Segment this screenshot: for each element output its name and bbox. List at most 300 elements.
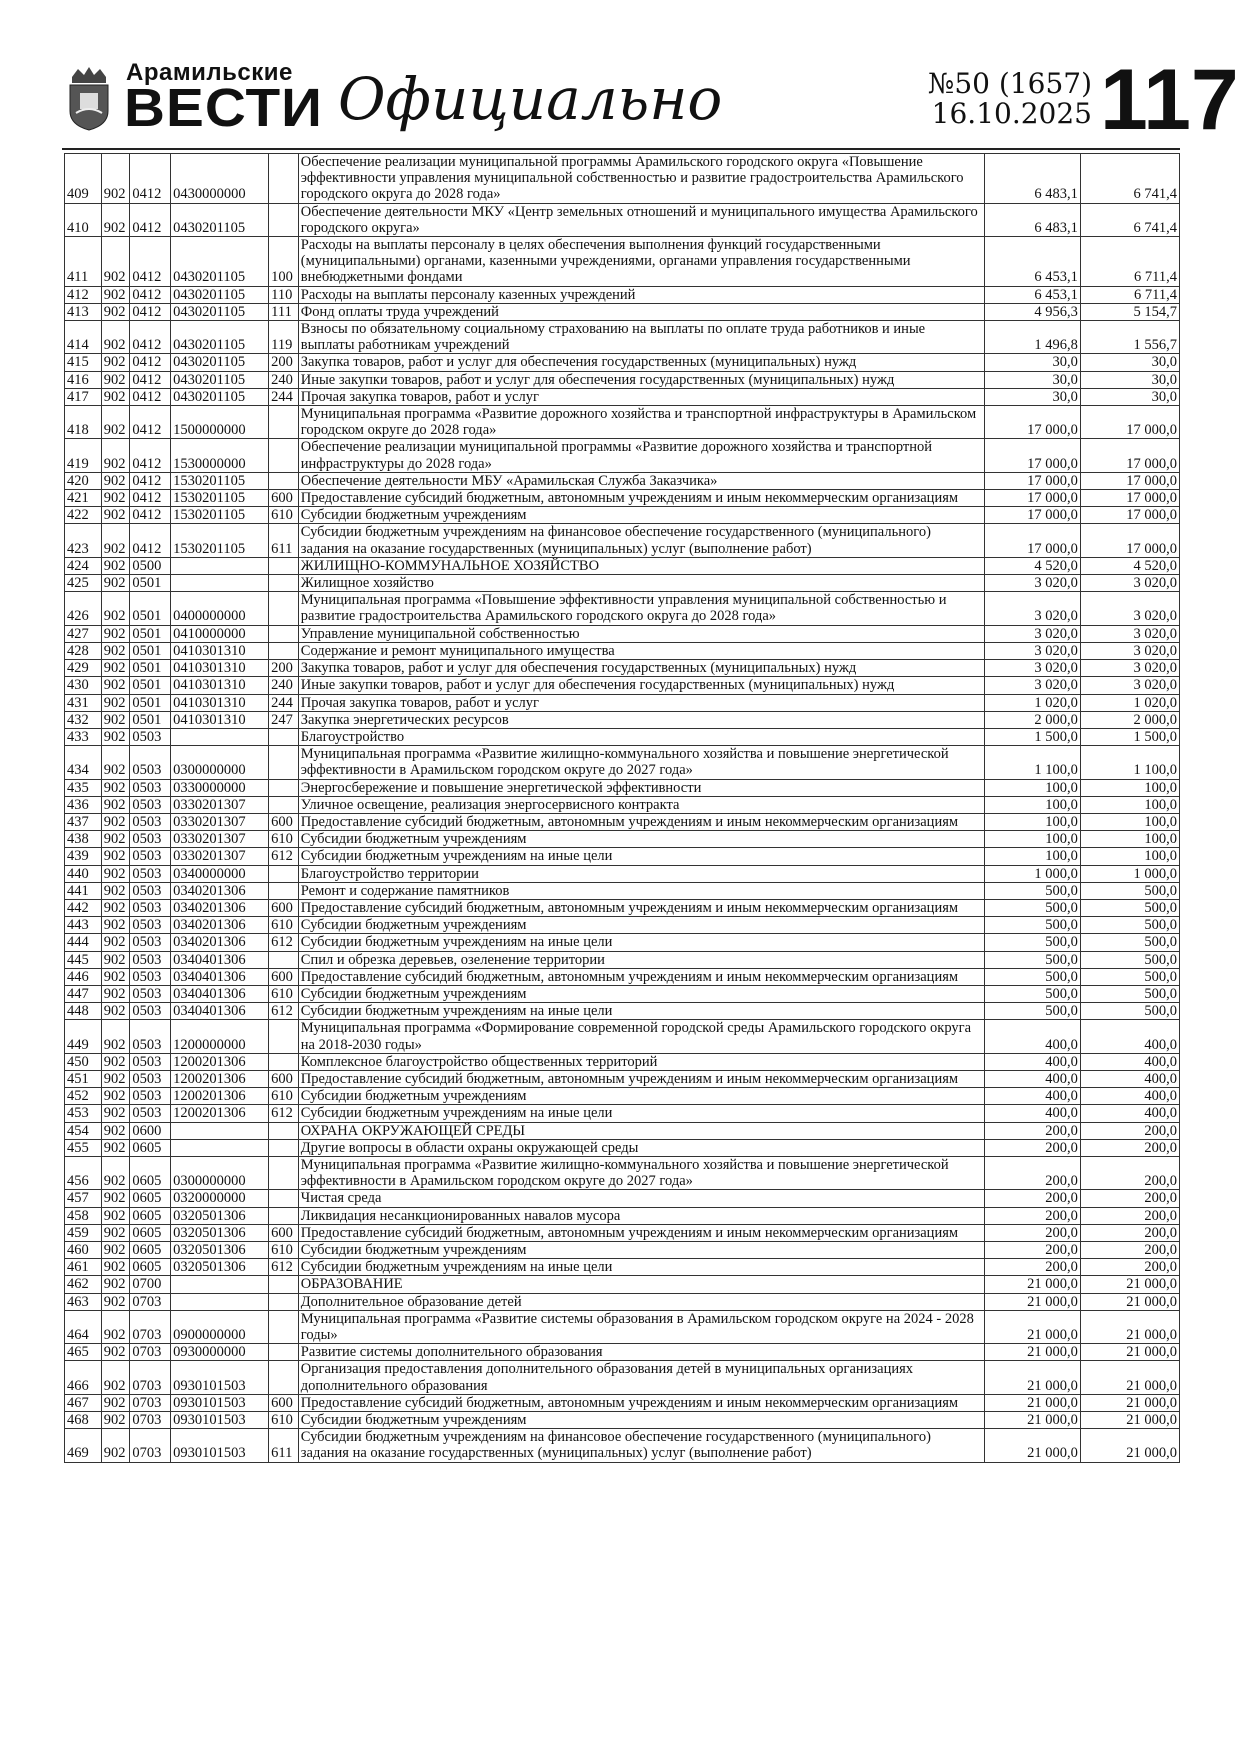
row-description: Закупка энергетических ресурсов bbox=[298, 711, 984, 728]
section-code: 0500 bbox=[130, 557, 171, 574]
page-number: 117 bbox=[1100, 52, 1239, 148]
table-row bbox=[65, 1224, 1180, 1241]
grbs-code: 902 bbox=[101, 388, 130, 405]
expense-type-code: 240 bbox=[269, 371, 299, 388]
expense-type-code: 244 bbox=[269, 388, 299, 405]
row-description: ЖИЛИЩНО-КОММУНАЛЬНОЕ ХОЗЯЙСТВО bbox=[298, 557, 984, 574]
section-code: 0605 bbox=[130, 1190, 171, 1207]
row-description: Субсидии бюджетным учреждениям bbox=[298, 831, 984, 848]
row-description: Муниципальная программа «Развитие системы образования в Арамильском городском округе на 2024 - 2028 годы» bbox=[298, 1310, 984, 1343]
target-article-code: 1200201306 bbox=[171, 1105, 269, 1122]
expense-type-code: 110 bbox=[269, 286, 299, 303]
expense-type-code bbox=[269, 951, 299, 968]
row-number: 421 bbox=[65, 490, 102, 507]
row-description: Спил и обрезка деревьев, озеленение территории bbox=[298, 951, 984, 968]
grbs-code: 902 bbox=[101, 406, 130, 439]
row-description: Субсидии бюджетным учреждениям bbox=[298, 917, 984, 934]
grbs-code: 902 bbox=[101, 575, 130, 592]
grbs-code: 902 bbox=[101, 694, 130, 711]
expense-type-code bbox=[269, 1020, 299, 1053]
amount-year-1: 6 453,1 bbox=[984, 237, 1080, 287]
section-code: 0703 bbox=[130, 1310, 171, 1343]
row-number: 416 bbox=[65, 371, 102, 388]
section-title: Официально bbox=[338, 65, 723, 133]
row-number: 410 bbox=[65, 203, 102, 236]
table-row bbox=[65, 1293, 1180, 1310]
amount-year-2: 17 000,0 bbox=[1080, 439, 1179, 472]
table-row bbox=[65, 934, 1180, 951]
expense-type-code: 600 bbox=[269, 490, 299, 507]
table-row bbox=[65, 848, 1180, 865]
amount-year-1: 3 020,0 bbox=[984, 642, 1080, 659]
target-article-code: 1530201105 bbox=[171, 490, 269, 507]
expense-type-code: 600 bbox=[269, 899, 299, 916]
expense-type-code bbox=[269, 1139, 299, 1156]
expense-type-code: 247 bbox=[269, 711, 299, 728]
row-number: 449 bbox=[65, 1020, 102, 1053]
amount-year-1: 17 000,0 bbox=[984, 524, 1080, 557]
expense-type-code bbox=[269, 865, 299, 882]
target-article-code: 0340201306 bbox=[171, 882, 269, 899]
target-article-code: 1530000000 bbox=[171, 439, 269, 472]
amount-year-2: 21 000,0 bbox=[1080, 1276, 1179, 1293]
expense-type-code bbox=[269, 1122, 299, 1139]
grbs-code: 902 bbox=[101, 1293, 130, 1310]
row-number: 432 bbox=[65, 711, 102, 728]
target-article-code: 0340201306 bbox=[171, 917, 269, 934]
amount-year-2: 200,0 bbox=[1080, 1259, 1179, 1276]
table-row bbox=[65, 1105, 1180, 1122]
table-row bbox=[65, 711, 1180, 728]
target-article-code: 0430201105 bbox=[171, 354, 269, 371]
amount-year-1: 21 000,0 bbox=[984, 1310, 1080, 1343]
expense-type-code bbox=[269, 882, 299, 899]
amount-year-1: 21 000,0 bbox=[984, 1412, 1080, 1429]
amount-year-2: 21 000,0 bbox=[1080, 1344, 1179, 1361]
grbs-code: 902 bbox=[101, 1310, 130, 1343]
amount-year-1: 3 020,0 bbox=[984, 592, 1080, 625]
row-number: 412 bbox=[65, 286, 102, 303]
row-number: 459 bbox=[65, 1224, 102, 1241]
table-row bbox=[65, 575, 1180, 592]
expense-type-code: 200 bbox=[269, 354, 299, 371]
amount-year-2: 17 000,0 bbox=[1080, 490, 1179, 507]
amount-year-2: 6 741,4 bbox=[1080, 203, 1179, 236]
amount-year-1: 1 496,8 bbox=[984, 321, 1080, 354]
amount-year-2: 100,0 bbox=[1080, 831, 1179, 848]
row-number: 441 bbox=[65, 882, 102, 899]
row-number: 434 bbox=[65, 746, 102, 779]
row-number: 467 bbox=[65, 1394, 102, 1411]
table-row bbox=[65, 321, 1180, 354]
expense-type-code: 600 bbox=[269, 1224, 299, 1241]
amount-year-1: 500,0 bbox=[984, 951, 1080, 968]
row-number: 429 bbox=[65, 660, 102, 677]
row-description: Муниципальная программа «Формирование современной городской среды Арамильского городского округа на 2018-2030 годы» bbox=[298, 1020, 984, 1053]
grbs-code: 902 bbox=[101, 557, 130, 574]
expense-type-code bbox=[269, 625, 299, 642]
table-row bbox=[65, 1394, 1180, 1411]
target-article-code: 0300000000 bbox=[171, 746, 269, 779]
section-code: 0501 bbox=[130, 711, 171, 728]
expense-type-code: 111 bbox=[269, 303, 299, 320]
row-number: 463 bbox=[65, 1293, 102, 1310]
row-description: Фонд оплаты труда учреждений bbox=[298, 303, 984, 320]
amount-year-1: 100,0 bbox=[984, 796, 1080, 813]
table-row bbox=[65, 557, 1180, 574]
grbs-code: 902 bbox=[101, 1070, 130, 1087]
row-number: 448 bbox=[65, 1003, 102, 1020]
amount-year-2: 4 520,0 bbox=[1080, 557, 1179, 574]
row-description: Предоставление субсидий бюджетным, автономным учреждениям и иным некоммерческим организациям bbox=[298, 813, 984, 830]
section-code: 0501 bbox=[130, 677, 171, 694]
table-row bbox=[65, 1088, 1180, 1105]
target-article-code: 0430201105 bbox=[171, 237, 269, 287]
target-article-code: 0320501306 bbox=[171, 1259, 269, 1276]
grbs-code: 902 bbox=[101, 917, 130, 934]
row-description: Чистая среда bbox=[298, 1190, 984, 1207]
amount-year-1: 500,0 bbox=[984, 968, 1080, 985]
row-number: 466 bbox=[65, 1361, 102, 1394]
row-number: 417 bbox=[65, 388, 102, 405]
section-code: 0703 bbox=[130, 1429, 171, 1462]
section-code: 0412 bbox=[130, 286, 171, 303]
target-article-code: 0430000000 bbox=[171, 154, 269, 204]
expense-type-code: 610 bbox=[269, 917, 299, 934]
amount-year-2: 200,0 bbox=[1080, 1139, 1179, 1156]
grbs-code: 902 bbox=[101, 439, 130, 472]
row-description: Иные закупки товаров, работ и услуг для обеспечения государственных (муниципальных) нужд bbox=[298, 371, 984, 388]
grbs-code: 902 bbox=[101, 899, 130, 916]
row-description: Субсидии бюджетным учреждениям bbox=[298, 1088, 984, 1105]
section-code: 0503 bbox=[130, 813, 171, 830]
amount-year-1: 500,0 bbox=[984, 934, 1080, 951]
table-row bbox=[65, 728, 1180, 745]
grbs-code: 902 bbox=[101, 728, 130, 745]
target-article-code: 0340000000 bbox=[171, 865, 269, 882]
row-number: 464 bbox=[65, 1310, 102, 1343]
amount-year-1: 21 000,0 bbox=[984, 1293, 1080, 1310]
row-description: Субсидии бюджетным учреждениям на иные цели bbox=[298, 934, 984, 951]
row-number: 418 bbox=[65, 406, 102, 439]
row-number: 458 bbox=[65, 1207, 102, 1224]
expense-type-code bbox=[269, 439, 299, 472]
section-code: 0503 bbox=[130, 1020, 171, 1053]
amount-year-2: 5 154,7 bbox=[1080, 303, 1179, 320]
section-code: 0412 bbox=[130, 371, 171, 388]
row-number: 419 bbox=[65, 439, 102, 472]
coat-of-arms-icon bbox=[64, 63, 114, 131]
row-description: Благоустройство bbox=[298, 728, 984, 745]
section-code: 0703 bbox=[130, 1361, 171, 1394]
grbs-code: 902 bbox=[101, 507, 130, 524]
amount-year-1: 200,0 bbox=[984, 1224, 1080, 1241]
target-article-code: 0930000000 bbox=[171, 1344, 269, 1361]
amount-year-2: 200,0 bbox=[1080, 1224, 1179, 1241]
grbs-code: 902 bbox=[101, 354, 130, 371]
row-description: Муниципальная программа «Развитие жилищно-коммунального хозяйства и повышение энергетической эффективности в Арамильском городском округе до 2027 года» bbox=[298, 1156, 984, 1189]
expense-type-code bbox=[269, 1293, 299, 1310]
table-row bbox=[65, 1259, 1180, 1276]
target-article-code: 1500000000 bbox=[171, 406, 269, 439]
amount-year-2: 21 000,0 bbox=[1080, 1293, 1179, 1310]
section-code: 0605 bbox=[130, 1156, 171, 1189]
amount-year-2: 6 741,4 bbox=[1080, 154, 1179, 204]
expense-type-code: 610 bbox=[269, 1242, 299, 1259]
section-code: 0503 bbox=[130, 899, 171, 916]
section-code: 0605 bbox=[130, 1207, 171, 1224]
section-code: 0605 bbox=[130, 1242, 171, 1259]
expense-type-code: 200 bbox=[269, 660, 299, 677]
expense-type-code bbox=[269, 728, 299, 745]
amount-year-2: 1 500,0 bbox=[1080, 728, 1179, 745]
amount-year-1: 6 483,1 bbox=[984, 203, 1080, 236]
grbs-code: 902 bbox=[101, 1242, 130, 1259]
table-row bbox=[65, 746, 1180, 779]
amount-year-1: 500,0 bbox=[984, 917, 1080, 934]
expense-type-code: 612 bbox=[269, 934, 299, 951]
expense-type-code: 240 bbox=[269, 677, 299, 694]
amount-year-1: 4 520,0 bbox=[984, 557, 1080, 574]
budget-table-body bbox=[65, 154, 1180, 1463]
row-number: 423 bbox=[65, 524, 102, 557]
target-article-code bbox=[171, 557, 269, 574]
section-code: 0503 bbox=[130, 796, 171, 813]
issue-number: №50 (1657) bbox=[927, 67, 1092, 100]
target-article-code: 0430201105 bbox=[171, 321, 269, 354]
row-number: 457 bbox=[65, 1190, 102, 1207]
amount-year-1: 500,0 bbox=[984, 985, 1080, 1002]
amount-year-1: 3 020,0 bbox=[984, 660, 1080, 677]
section-code: 0412 bbox=[130, 321, 171, 354]
target-article-code: 0430201105 bbox=[171, 371, 269, 388]
amount-year-1: 1 000,0 bbox=[984, 865, 1080, 882]
amount-year-1: 500,0 bbox=[984, 1003, 1080, 1020]
table-row bbox=[65, 625, 1180, 642]
expense-type-code: 610 bbox=[269, 985, 299, 1002]
row-description: Муниципальная программа «Развитие жилищно-коммунального хозяйства и повышение энергетической эффективности в Арамильском городском округе до 2027 года» bbox=[298, 746, 984, 779]
amount-year-2: 500,0 bbox=[1080, 968, 1179, 985]
grbs-code: 902 bbox=[101, 746, 130, 779]
amount-year-2: 21 000,0 bbox=[1080, 1412, 1179, 1429]
amount-year-2: 200,0 bbox=[1080, 1122, 1179, 1139]
table-row bbox=[65, 371, 1180, 388]
table-row bbox=[65, 303, 1180, 320]
row-description: Субсидии бюджетным учреждениям bbox=[298, 985, 984, 1002]
section-code: 0703 bbox=[130, 1344, 171, 1361]
grbs-code: 902 bbox=[101, 711, 130, 728]
target-article-code: 0430201105 bbox=[171, 203, 269, 236]
section-code: 0503 bbox=[130, 1003, 171, 1020]
table-row bbox=[65, 677, 1180, 694]
table-row bbox=[65, 439, 1180, 472]
amount-year-1: 17 000,0 bbox=[984, 472, 1080, 489]
row-description: Субсидии бюджетным учреждениям на иные цели bbox=[298, 1105, 984, 1122]
section-code: 0700 bbox=[130, 1276, 171, 1293]
amount-year-2: 500,0 bbox=[1080, 934, 1179, 951]
grbs-code: 902 bbox=[101, 625, 130, 642]
amount-year-2: 100,0 bbox=[1080, 796, 1179, 813]
row-number: 455 bbox=[65, 1139, 102, 1156]
target-article-code: 0340201306 bbox=[171, 934, 269, 951]
amount-year-2: 200,0 bbox=[1080, 1190, 1179, 1207]
table-row bbox=[65, 1207, 1180, 1224]
amount-year-2: 21 000,0 bbox=[1080, 1429, 1179, 1462]
expense-type-code: 600 bbox=[269, 1394, 299, 1411]
section-code: 0503 bbox=[130, 779, 171, 796]
amount-year-1: 200,0 bbox=[984, 1242, 1080, 1259]
amount-year-2: 21 000,0 bbox=[1080, 1361, 1179, 1394]
expense-type-code bbox=[269, 779, 299, 796]
amount-year-2: 21 000,0 bbox=[1080, 1310, 1179, 1343]
grbs-code: 902 bbox=[101, 237, 130, 287]
amount-year-1: 17 000,0 bbox=[984, 490, 1080, 507]
target-article-code: 0930101503 bbox=[171, 1429, 269, 1462]
amount-year-2: 500,0 bbox=[1080, 951, 1179, 968]
row-number: 435 bbox=[65, 779, 102, 796]
row-description: Взносы по обязательному социальному страхованию на выплаты по оплате труда работников и иные выплаты работникам учреждений bbox=[298, 321, 984, 354]
row-description: ОБРАЗОВАНИЕ bbox=[298, 1276, 984, 1293]
target-article-code: 0320501306 bbox=[171, 1207, 269, 1224]
target-article-code: 1530201105 bbox=[171, 472, 269, 489]
target-article-code: 1200000000 bbox=[171, 1020, 269, 1053]
section-code: 0503 bbox=[130, 1105, 171, 1122]
table-row bbox=[65, 1020, 1180, 1053]
table-row bbox=[65, 1429, 1180, 1462]
expense-type-code bbox=[269, 1361, 299, 1394]
amount-year-2: 17 000,0 bbox=[1080, 524, 1179, 557]
row-description: Прочая закупка товаров, работ и услуг bbox=[298, 694, 984, 711]
amount-year-1: 6 483,1 bbox=[984, 154, 1080, 204]
row-number: 444 bbox=[65, 934, 102, 951]
table-row bbox=[65, 406, 1180, 439]
expense-type-code: 610 bbox=[269, 831, 299, 848]
expense-type-code: 100 bbox=[269, 237, 299, 287]
row-number: 469 bbox=[65, 1429, 102, 1462]
amount-year-1: 500,0 bbox=[984, 899, 1080, 916]
section-code: 0503 bbox=[130, 934, 171, 951]
row-description: Субсидии бюджетным учреждениям bbox=[298, 507, 984, 524]
expense-type-code: 612 bbox=[269, 1003, 299, 1020]
table-row bbox=[65, 1190, 1180, 1207]
section-code: 0501 bbox=[130, 694, 171, 711]
row-number: 450 bbox=[65, 1053, 102, 1070]
grbs-code: 902 bbox=[101, 490, 130, 507]
expense-type-code: 600 bbox=[269, 813, 299, 830]
grbs-code: 902 bbox=[101, 371, 130, 388]
target-article-code: 0330000000 bbox=[171, 779, 269, 796]
table-row bbox=[65, 642, 1180, 659]
section-code: 0703 bbox=[130, 1293, 171, 1310]
table-row bbox=[65, 354, 1180, 371]
table-row bbox=[65, 1310, 1180, 1343]
row-number: 445 bbox=[65, 951, 102, 968]
table-row bbox=[65, 882, 1180, 899]
section-code: 0412 bbox=[130, 154, 171, 204]
row-description: Субсидии бюджетным учреждениям на финансовое обеспечение государственного (муниципального) задания на оказание государственных (муниципальных) услуг (выполнение работ) bbox=[298, 1429, 984, 1462]
table-row bbox=[65, 968, 1180, 985]
target-article-code: 1200201306 bbox=[171, 1088, 269, 1105]
row-number: 427 bbox=[65, 625, 102, 642]
row-number: 446 bbox=[65, 968, 102, 985]
row-number: 415 bbox=[65, 354, 102, 371]
grbs-code: 902 bbox=[101, 321, 130, 354]
grbs-code: 902 bbox=[101, 779, 130, 796]
grbs-code: 902 bbox=[101, 286, 130, 303]
section-code: 0503 bbox=[130, 1088, 171, 1105]
row-number: 437 bbox=[65, 813, 102, 830]
table-row bbox=[65, 917, 1180, 934]
amount-year-1: 200,0 bbox=[984, 1207, 1080, 1224]
header-rule bbox=[62, 148, 1180, 150]
target-article-code: 0400000000 bbox=[171, 592, 269, 625]
row-number: 462 bbox=[65, 1276, 102, 1293]
amount-year-2: 500,0 bbox=[1080, 899, 1179, 916]
budget-table bbox=[64, 153, 1180, 1463]
brand-name-bottom: ВЕСТИ bbox=[124, 78, 323, 138]
amount-year-1: 100,0 bbox=[984, 813, 1080, 830]
row-description: Другие вопросы в области охраны окружающей среды bbox=[298, 1139, 984, 1156]
row-number: 453 bbox=[65, 1105, 102, 1122]
grbs-code: 902 bbox=[101, 985, 130, 1002]
expense-type-code bbox=[269, 746, 299, 779]
grbs-code: 902 bbox=[101, 472, 130, 489]
amount-year-1: 6 453,1 bbox=[984, 286, 1080, 303]
target-article-code bbox=[171, 728, 269, 745]
amount-year-1: 30,0 bbox=[984, 388, 1080, 405]
amount-year-1: 3 020,0 bbox=[984, 625, 1080, 642]
row-number: 440 bbox=[65, 865, 102, 882]
row-number: 413 bbox=[65, 303, 102, 320]
amount-year-2: 500,0 bbox=[1080, 917, 1179, 934]
expense-type-code: 119 bbox=[269, 321, 299, 354]
expense-type-code bbox=[269, 642, 299, 659]
amount-year-1: 21 000,0 bbox=[984, 1394, 1080, 1411]
grbs-code: 902 bbox=[101, 831, 130, 848]
table-row bbox=[65, 1361, 1180, 1394]
grbs-code: 902 bbox=[101, 303, 130, 320]
section-code: 0703 bbox=[130, 1412, 171, 1429]
target-article-code: 0340401306 bbox=[171, 968, 269, 985]
section-code: 0503 bbox=[130, 848, 171, 865]
section-code: 0501 bbox=[130, 575, 171, 592]
target-article-code: 0340401306 bbox=[171, 951, 269, 968]
target-article-code: 0930101503 bbox=[171, 1394, 269, 1411]
amount-year-2: 17 000,0 bbox=[1080, 406, 1179, 439]
expense-type-code bbox=[269, 154, 299, 204]
target-article-code: 0330201307 bbox=[171, 848, 269, 865]
grbs-code: 902 bbox=[101, 813, 130, 830]
amount-year-2: 3 020,0 bbox=[1080, 677, 1179, 694]
row-description: Развитие системы дополнительного образования bbox=[298, 1344, 984, 1361]
target-article-code: 0930101503 bbox=[171, 1412, 269, 1429]
grbs-code: 902 bbox=[101, 524, 130, 557]
target-article-code: 0410301310 bbox=[171, 642, 269, 659]
amount-year-1: 17 000,0 bbox=[984, 406, 1080, 439]
row-description: Предоставление субсидий бюджетным, автономным учреждениям и иным некоммерческим организациям bbox=[298, 1070, 984, 1087]
amount-year-1: 1 500,0 bbox=[984, 728, 1080, 745]
amount-year-1: 500,0 bbox=[984, 882, 1080, 899]
amount-year-1: 200,0 bbox=[984, 1139, 1080, 1156]
expense-type-code: 611 bbox=[269, 524, 299, 557]
table-row bbox=[65, 1053, 1180, 1070]
amount-year-2: 1 556,7 bbox=[1080, 321, 1179, 354]
row-description: Предоставление субсидий бюджетным, автономным учреждениям и иным некоммерческим организациям bbox=[298, 899, 984, 916]
row-number: 465 bbox=[65, 1344, 102, 1361]
amount-year-2: 21 000,0 bbox=[1080, 1394, 1179, 1411]
expense-type-code bbox=[269, 472, 299, 489]
section-code: 0600 bbox=[130, 1122, 171, 1139]
